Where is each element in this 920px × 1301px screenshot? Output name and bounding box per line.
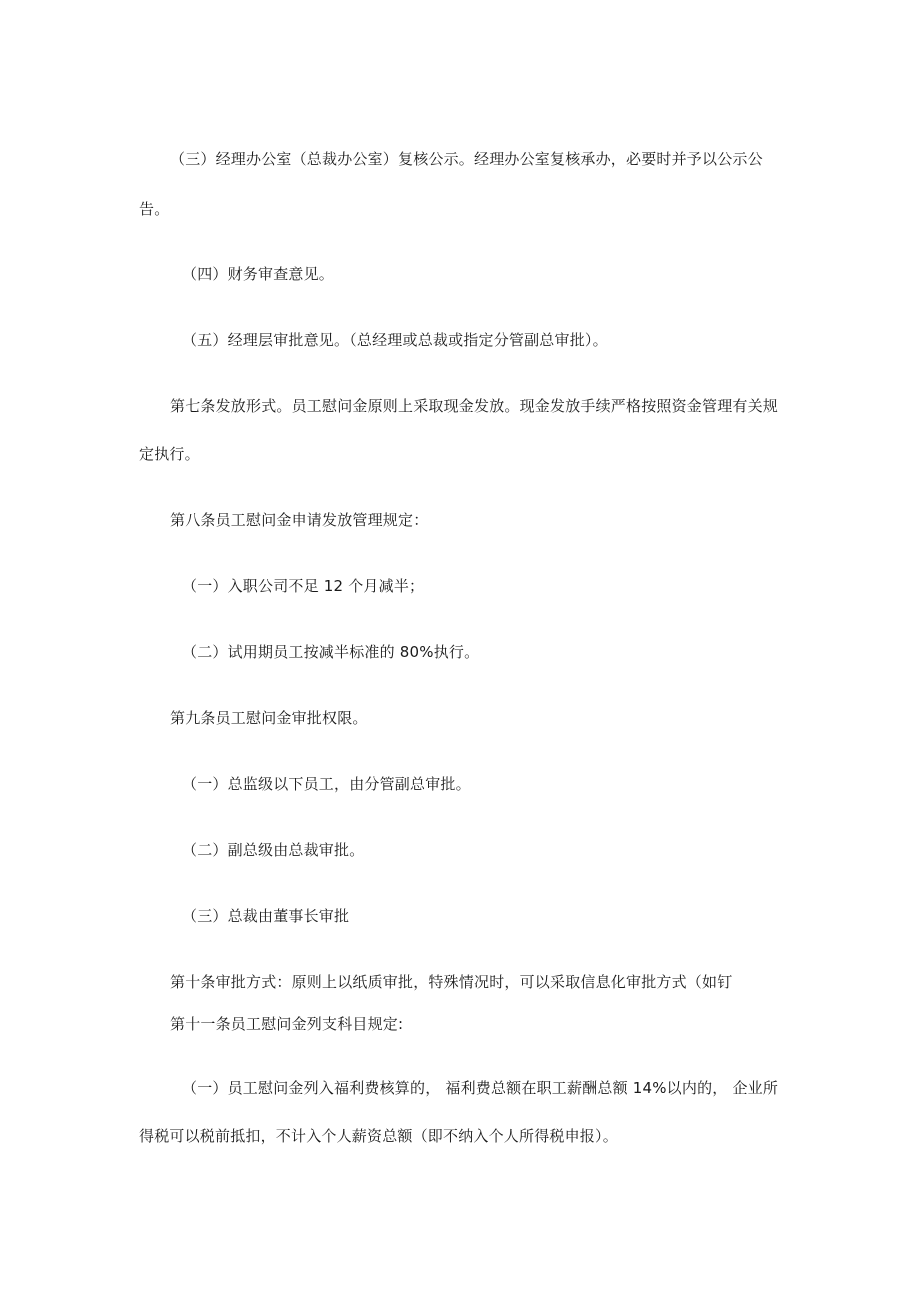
clause-11-item-1-line-2: 得税可以税前抵扣，不计入个人薪资总额（即不纳入个人所得税申报）。 (139, 1127, 618, 1145)
clause-6-item-3-line-2: 告。 (139, 200, 170, 218)
clause-9-heading: 第九条员工慰问金审批权限。 (170, 709, 368, 727)
clause-7-line-2: 定执行。 (139, 445, 200, 463)
clause-11-item-1-line-1: （一）员工慰问金列入福利费核算的， 福利费总额在职工薪酬总额 14%以内的， 企业所 (182, 1079, 779, 1097)
clause-8-heading: 第八条员工慰问金申请发放管理规定： (170, 511, 429, 529)
clause-6-item-3-line-1: （三）经理办公室（总裁办公室）复核公示。经理办公室复核承办，必要时并予以公示公 (170, 150, 763, 168)
clause-6-item-5: （五）经理层审批意见。（总经理或总裁或指定分管副总审批）。 (182, 331, 608, 349)
clause-11-heading: 第十一条员工慰问金列支科目规定: (170, 1015, 404, 1033)
clause-8-item-1: （一）入职公司不足 12 个月减半； (182, 577, 425, 595)
clause-6-item-4: （四）财务审查意见。 (182, 265, 335, 283)
clause-9-item-3: （三）总裁由董事长审批 (182, 907, 350, 925)
clause-7-line-1: 第七条发放形式。员工慰问金原则上采取现金发放。现金发放手续严格按照资金管理有关规 (170, 397, 779, 415)
clause-10: 第十条审批方式：原则上以纸质审批，特殊情况时，可以采取信息化审批方式（如钉 (170, 973, 733, 991)
clause-9-item-2: （二）副总级由总裁审批。 (182, 841, 365, 859)
clause-8-item-2: （二）试用期员工按减半标准的 80%执行。 (182, 643, 480, 661)
clause-9-item-1: （一）总监级以下员工，由分管副总审批。 (182, 775, 471, 793)
